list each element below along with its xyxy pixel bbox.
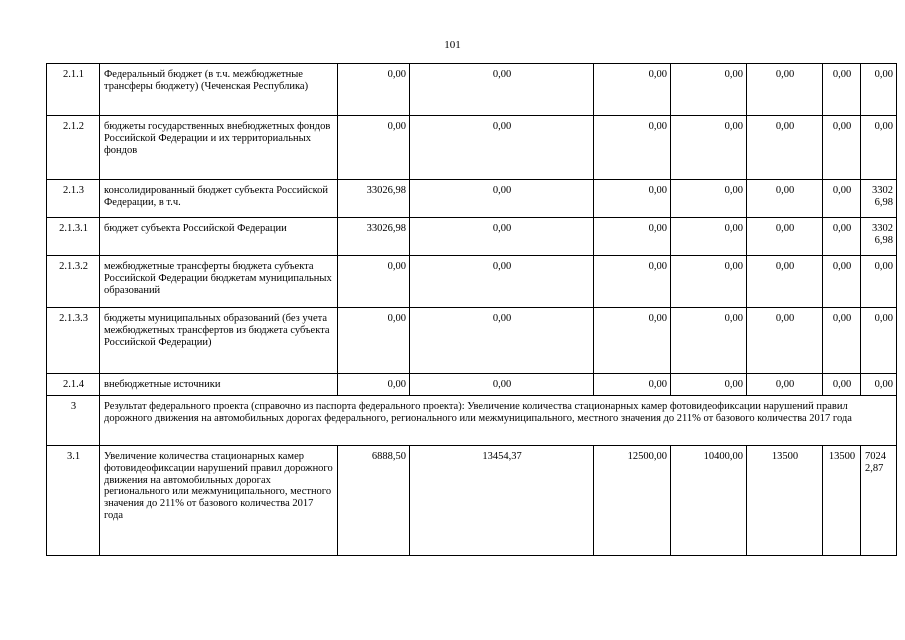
value-cell: 0,00 <box>410 308 594 374</box>
table-row <box>47 308 897 374</box>
value-cell: 0,00 <box>671 180 747 218</box>
row-code: 2.1.3.2 <box>47 256 100 308</box>
value-cell: 0,00 <box>861 308 897 374</box>
value-cell: 13500 <box>747 446 823 556</box>
row-name: бюджеты государственных внебюджетных фондов Российской Федерации и их территориальных фондов <box>100 116 338 180</box>
value-cell: 0,00 <box>410 180 594 218</box>
table-row <box>47 446 897 556</box>
row-code: 2.1.3.1 <box>47 218 100 256</box>
value-cell: 0,00 <box>747 218 823 256</box>
row-code: 2.1.1 <box>47 64 100 116</box>
row-code: 2.1.3.3 <box>47 308 100 374</box>
value-cell: 0,00 <box>823 218 861 256</box>
value-cell: 0,00 <box>594 180 671 218</box>
value-cell: 0,00 <box>338 64 410 116</box>
value-cell: 0,00 <box>594 256 671 308</box>
row-name: внебюджетные источники <box>100 374 338 396</box>
row-code: 2.1.3 <box>47 180 100 218</box>
value-cell: 0,00 <box>823 64 861 116</box>
value-cell: 0,00 <box>747 180 823 218</box>
value-cell: 0,00 <box>410 64 594 116</box>
value-cell: 33026,98 <box>861 218 897 256</box>
value-cell: 0,00 <box>823 180 861 218</box>
value-cell: 13500 <box>823 446 861 556</box>
section-text: Результат федерального проекта (справочно из паспорта федерального проекта): Увеличение количества стационарных камер фотовидеофиксации нарушений правил дорожного движения на автомобильных дорогах федерального, регионального или межмуниципального, местного значения до 211% от базового количества 2017 года <box>100 396 897 446</box>
row-name: Увеличение количества стационарных камер фотовидеофиксации нарушений правил дорожного движения на автомобильных дорогах регионального или межмуниципального, местного значения до 211% от базового количества 2017 года <box>100 446 338 556</box>
value-cell: 0,00 <box>671 374 747 396</box>
table-row <box>47 374 897 396</box>
value-cell: 0,00 <box>671 256 747 308</box>
row-code: 2.1.4 <box>47 374 100 396</box>
value-cell: 0,00 <box>747 64 823 116</box>
value-cell: 0,00 <box>747 116 823 180</box>
value-cell: 0,00 <box>410 218 594 256</box>
section-row <box>47 396 897 446</box>
row-name: бюджет субъекта Российской Федерации <box>100 218 338 256</box>
value-cell: 0,00 <box>594 308 671 374</box>
value-cell: 0,00 <box>823 308 861 374</box>
value-cell: 0,00 <box>410 256 594 308</box>
value-cell: 0,00 <box>747 374 823 396</box>
value-cell: 13454,37 <box>410 446 594 556</box>
value-cell: 70242,87 <box>861 446 897 556</box>
value-cell: 33026,98 <box>338 180 410 218</box>
value-cell: 0,00 <box>594 374 671 396</box>
row-name: межбюджетные трансферты бюджета субъекта Российской Федерации бюджетам муниципальных образований <box>100 256 338 308</box>
value-cell: 0,00 <box>861 64 897 116</box>
value-cell: 0,00 <box>671 116 747 180</box>
value-cell: 0,00 <box>410 116 594 180</box>
row-name: бюджеты муниципальных образований (без учета межбюджетных трансфертов из бюджета субъекта Российской Федерации) <box>100 308 338 374</box>
table-row <box>47 116 897 180</box>
value-cell: 0,00 <box>671 218 747 256</box>
value-cell: 0,00 <box>338 116 410 180</box>
value-cell: 0,00 <box>338 374 410 396</box>
value-cell: 0,00 <box>861 256 897 308</box>
table-row <box>47 256 897 308</box>
value-cell: 0,00 <box>823 256 861 308</box>
section-code: 3 <box>47 396 100 446</box>
row-code: 2.1.2 <box>47 116 100 180</box>
value-cell: 12500,00 <box>594 446 671 556</box>
value-cell: 0,00 <box>671 64 747 116</box>
value-cell: 0,00 <box>747 308 823 374</box>
value-cell: 0,00 <box>823 374 861 396</box>
value-cell: 0,00 <box>861 374 897 396</box>
value-cell: 6888,50 <box>338 446 410 556</box>
value-cell: 0,00 <box>338 256 410 308</box>
value-cell: 0,00 <box>594 64 671 116</box>
row-name: консолидированный бюджет субъекта Российской Федерации, в т.ч. <box>100 180 338 218</box>
value-cell: 0,00 <box>823 116 861 180</box>
value-cell: 0,00 <box>594 218 671 256</box>
value-cell: 0,00 <box>338 308 410 374</box>
value-cell: 10400,00 <box>671 446 747 556</box>
table-row <box>47 218 897 256</box>
value-cell: 33026,98 <box>861 180 897 218</box>
value-cell: 0,00 <box>747 256 823 308</box>
table-row <box>47 64 897 116</box>
page-number: 101 <box>444 39 461 51</box>
value-cell: 0,00 <box>671 308 747 374</box>
value-cell: 0,00 <box>861 116 897 180</box>
budget-table <box>46 63 897 556</box>
value-cell: 33026,98 <box>338 218 410 256</box>
row-name: Федеральный бюджет (в т.ч. межбюджетные трансферы бюджету) (Чеченская Республика) <box>100 64 338 116</box>
value-cell: 0,00 <box>594 116 671 180</box>
table-row <box>47 180 897 218</box>
row-code: 3.1 <box>47 446 100 556</box>
value-cell: 0,00 <box>410 374 594 396</box>
